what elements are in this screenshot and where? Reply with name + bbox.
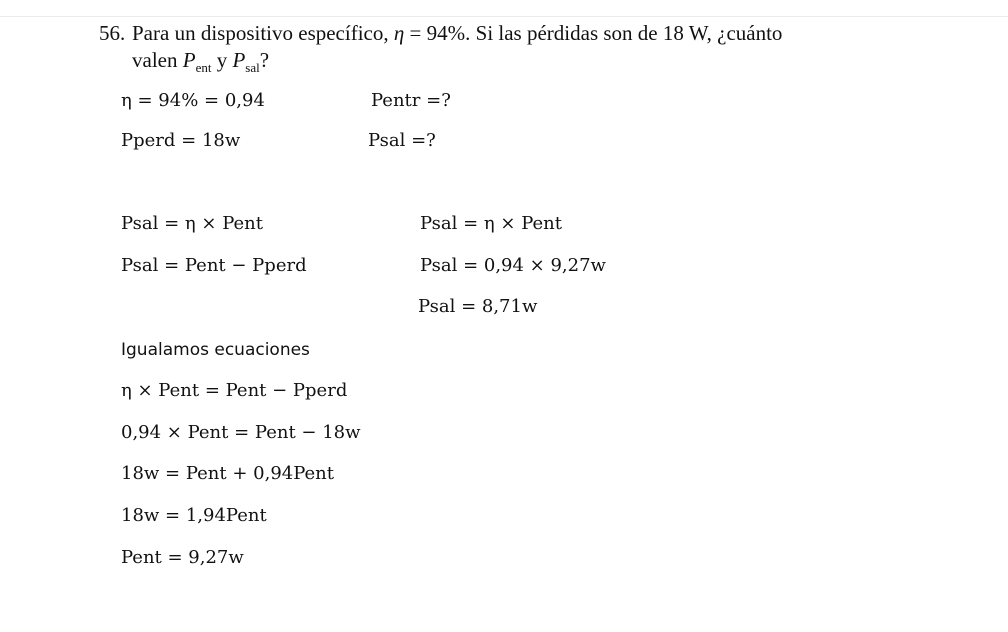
problem-text-y: y bbox=[216, 48, 228, 72]
given-eta: η = 94% = 0,94 bbox=[121, 90, 265, 111]
p-sal-subscript: sal bbox=[245, 60, 260, 76]
equation-psal-eta: Psal = η × Pent bbox=[121, 213, 263, 234]
step-2: 0,94 × Pent = Pent − 18w bbox=[121, 422, 361, 443]
eta-symbol: η bbox=[393, 21, 405, 45]
problem-statement bbox=[99, 20, 919, 81]
problem-line-1 bbox=[99, 20, 919, 47]
unknown-psal: Psal =? bbox=[368, 130, 436, 151]
step-3: 18w = Pent + 0,94Pent bbox=[121, 463, 335, 484]
equation-psal-diff: Psal = Pent − Pperd bbox=[121, 255, 307, 276]
section-heading: Igualamos ecuaciones bbox=[121, 340, 310, 360]
step-1: η × Pent = Pent − Pperd bbox=[121, 380, 348, 401]
problem-question-mark: ? bbox=[259, 48, 270, 72]
given-pperd: Pperd = 18w bbox=[121, 130, 241, 151]
p-ent-subscript: ent bbox=[195, 60, 212, 76]
result-psal-value: Psal = 8,71w bbox=[418, 296, 538, 317]
problem-line-2 bbox=[99, 47, 919, 81]
step-5-result-pent: Pent = 9,27w bbox=[121, 547, 244, 568]
result-psal-substitution: Psal = 0,94 × 9,27w bbox=[420, 255, 606, 276]
p-sal-symbol: P bbox=[232, 48, 246, 72]
p-ent-symbol: P bbox=[182, 48, 196, 72]
problem-text-a: Para un dispositivo específico, bbox=[132, 21, 389, 45]
problem-text-valen: valen bbox=[132, 48, 178, 72]
unknown-pentr: Pentr =? bbox=[371, 90, 451, 111]
step-4: 18w = 1,94Pent bbox=[121, 505, 267, 526]
top-divider bbox=[0, 16, 1008, 17]
problem-text-b: = 94%. Si las pérdidas son de 18 W, ¿cuánto bbox=[409, 21, 783, 45]
result-psal-formula: Psal = η × Pent bbox=[420, 213, 562, 234]
problem-number: 56. bbox=[99, 21, 126, 45]
